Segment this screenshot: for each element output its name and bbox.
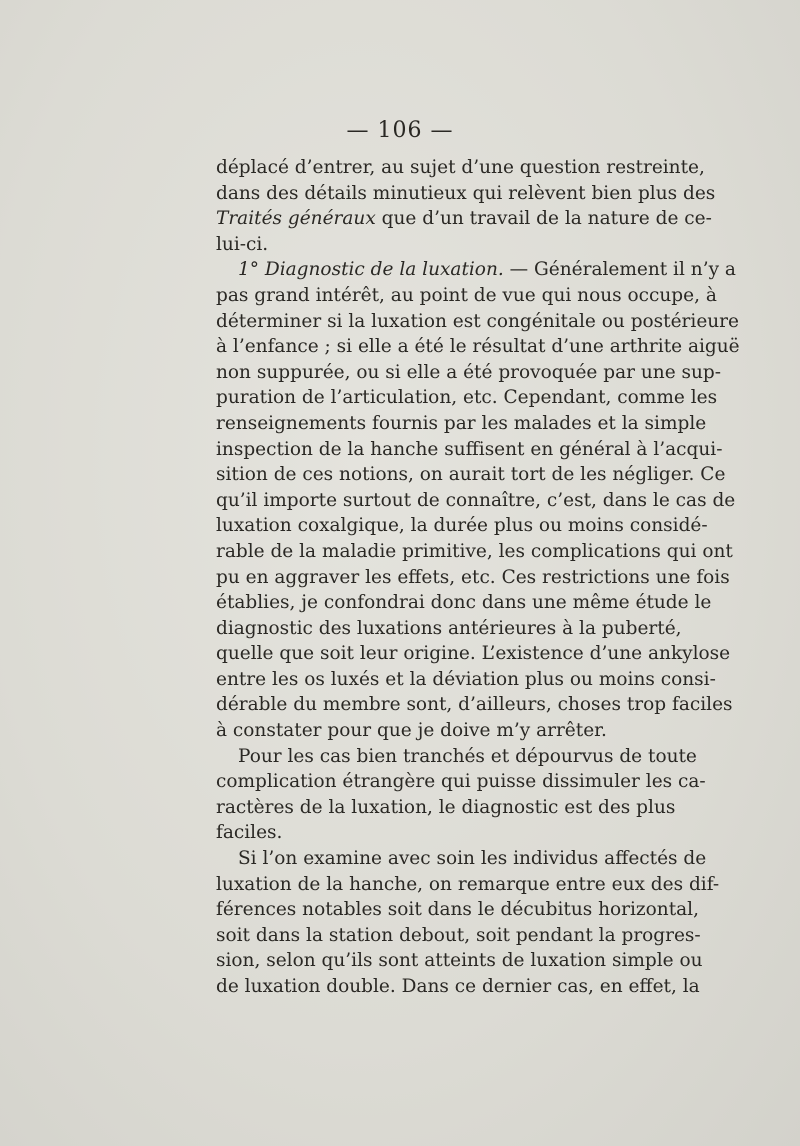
text-line: Pour les cas bien tranchés et dépourvus de toute <box>238 745 697 767</box>
text-line: férences notables soit dans le décubitus horizontal, <box>216 899 699 921</box>
text-line: quelle que soit leur origine. L’existence d’une ankylose <box>216 643 731 665</box>
text-line: Si l’on examine avec soin les individus affectés de <box>238 848 707 870</box>
text-line: à constater pour que je doive m’y arrêter. <box>216 720 607 742</box>
text-line: renseignements fournis par les malades et la simple <box>216 412 707 434</box>
text-line: diagnostic des luxations antérieures à la puberté, <box>216 617 682 639</box>
text-line: faciles. <box>216 822 283 844</box>
text-line: ractères de la luxation, le diagnostic est des plus <box>216 796 676 818</box>
text-line: qu’il importe surtout de connaître, c’est, dans le cas de <box>216 489 736 511</box>
text-line: de luxation double. Dans ce dernier cas, en effet, la <box>216 976 700 997</box>
text-line: sition de ces notions, on aurait tort de les négliger. Ce <box>216 464 726 486</box>
text-line: entre les os luxés et la déviation plus ou moins consi- <box>216 668 716 690</box>
text-line: établies, je confondrai donc dans une même étude le <box>216 592 712 614</box>
text-line: déplacé d’entrer, au sujet d’une question restreinte, <box>216 157 705 178</box>
text-line: soit dans la station debout, soit pendant la progres- <box>216 924 701 946</box>
text-line: 1° Diagnostic de la luxation. — Généralement il n’y a <box>238 259 736 281</box>
text-line: dérable du membre sont, d’ailleurs, choses trop faciles <box>216 694 733 716</box>
text-line: complication étrangère qui puisse dissimuler les ca- <box>216 771 706 793</box>
text-line: pu en aggraver les effets, etc. Ces restrictions une fois <box>216 566 730 588</box>
text-line: luxation coxalgique, la durée plus ou moins considé- <box>216 515 708 537</box>
text-line: inspection de la hanche suffisent en général à l’acqui- <box>216 438 723 460</box>
body-text <box>216 155 740 1000</box>
text-line: Traités généraux que d’un travail de la nature de ce- <box>216 208 712 230</box>
text-line: pas grand intérêt, au point de vue qui nous occupe, à <box>216 284 717 306</box>
text-line: puration de l’articulation, etc. Cependant, comme les <box>216 387 718 409</box>
text-line: non suppurée, ou si elle a été provoquée par une sup- <box>216 361 722 383</box>
text-line: sion, selon qu’ils sont atteints de luxation simple ou <box>216 950 703 972</box>
text-line: dans des détails minutieux qui relèvent bien plus des <box>216 182 716 204</box>
text-line: à l’enfance ; si elle a été le résultat d’une arthrite aiguë <box>216 336 740 358</box>
text-line: déterminer si la luxation est congénitale ou postérieure <box>216 310 739 332</box>
text-line: lui-ci. <box>216 233 269 255</box>
text-line: rable de la maladie primitive, les complications qui ont <box>216 540 733 562</box>
page-number: — 106 — <box>346 118 454 143</box>
text-line: luxation de la hanche, on remarque entre eux des dif- <box>216 873 720 895</box>
